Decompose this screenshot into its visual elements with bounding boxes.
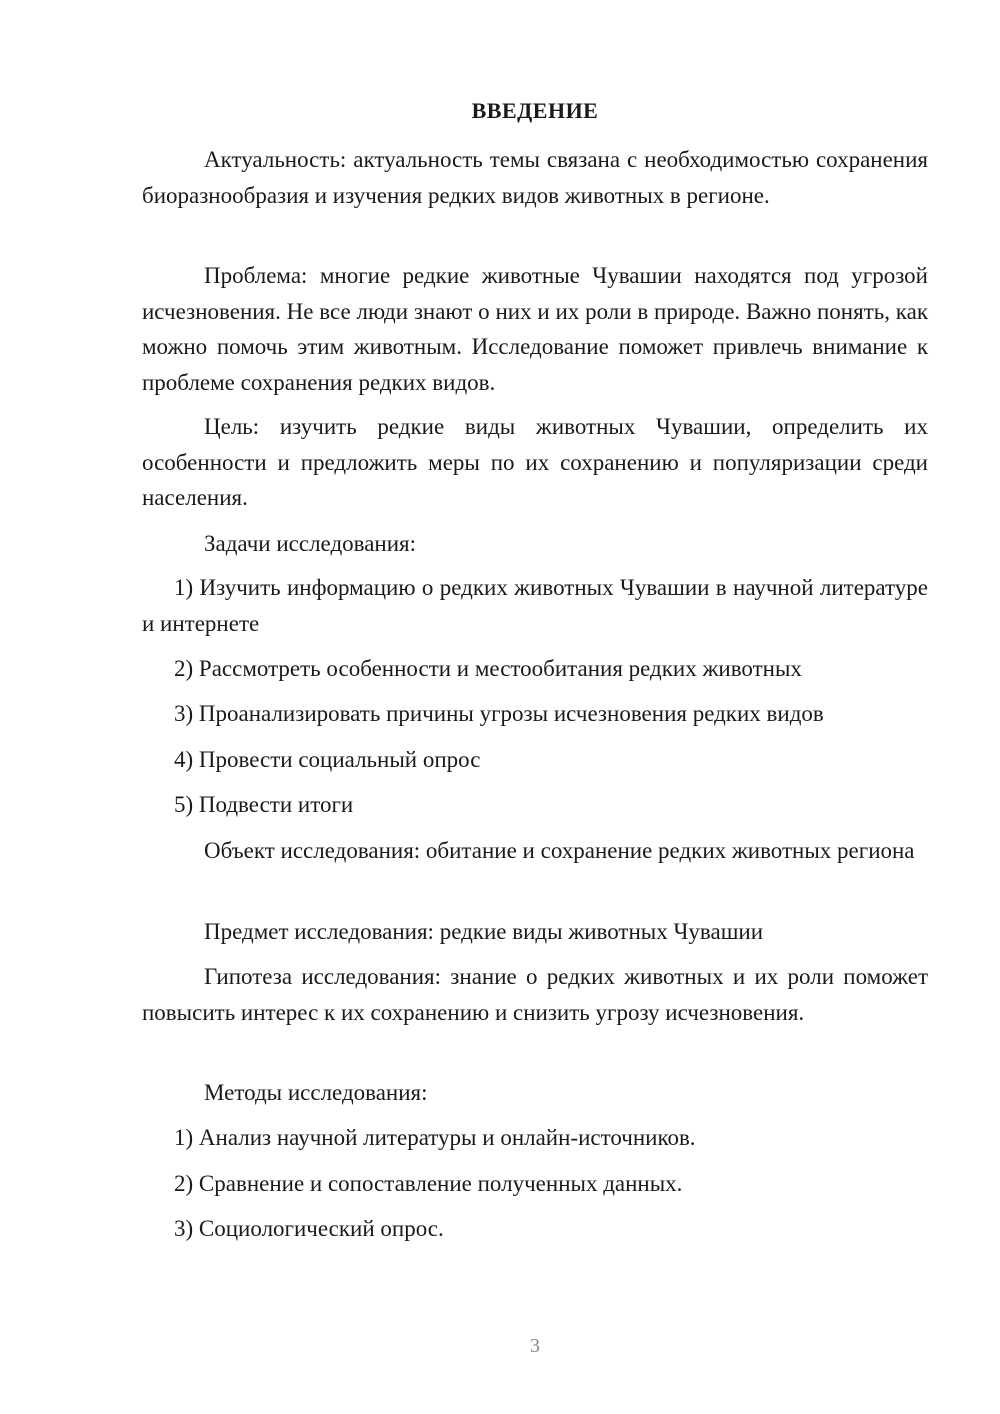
goal-paragraph: Цель: изучить редкие виды животных Чувашии, определить их особенности и предложить меры по их сохранению и популяризации среди населения. — [142, 414, 928, 510]
page-title: ВВЕДЕНИЕ — [471, 98, 599, 123]
relevance-paragraph: Актуальность: актуальность темы связана с необходимостью сохранения биоразнообразия и изучения редких видов животных в регионе. — [142, 147, 928, 208]
hypothesis-paragraph: Гипотеза исследования: знание о редких животных и их роли поможет повысить интерес к их сохранению и снизить угрозу исчезновения. — [142, 964, 928, 1025]
page-number: 3 — [530, 1335, 540, 1357]
methods-heading: Методы исследования: — [204, 1080, 428, 1105]
method-item: 3) Социологический опрос. — [174, 1216, 444, 1241]
task-item: 5) Подвести итоги — [174, 792, 354, 817]
task-item: 2) Рассмотреть особенности и местообитания редких животных — [174, 656, 802, 681]
task-item: 3) Проанализировать причины угрозы исчезновения редких видов — [174, 701, 824, 726]
method-item: 1) Анализ научной литературы и онлайн-источников. — [174, 1125, 696, 1150]
task-item: 4) Провести социальный опрос — [174, 747, 481, 772]
problem-paragraph: Проблема: многие редкие животные Чувашии находятся под угрозой исчезновения. Не все люди знают о них и их роли в природе. Важно понять, как можно помочь этим животным. Исследование поможет привлечь внимание к проблеме сохранения редких видов. — [142, 263, 928, 395]
method-item: 2) Сравнение и сопоставление полученных данных. — [174, 1171, 683, 1196]
task-item: 1) Изучить информацию о редких животных Чувашии в научной литературе и интернете — [142, 575, 928, 636]
object-paragraph: Объект исследования: обитание и сохранение редких животных региона — [204, 838, 915, 863]
tasks-heading: Задачи исследования: — [204, 531, 417, 556]
subject-paragraph: Предмет исследования: редкие виды животных Чувашии — [204, 919, 764, 944]
